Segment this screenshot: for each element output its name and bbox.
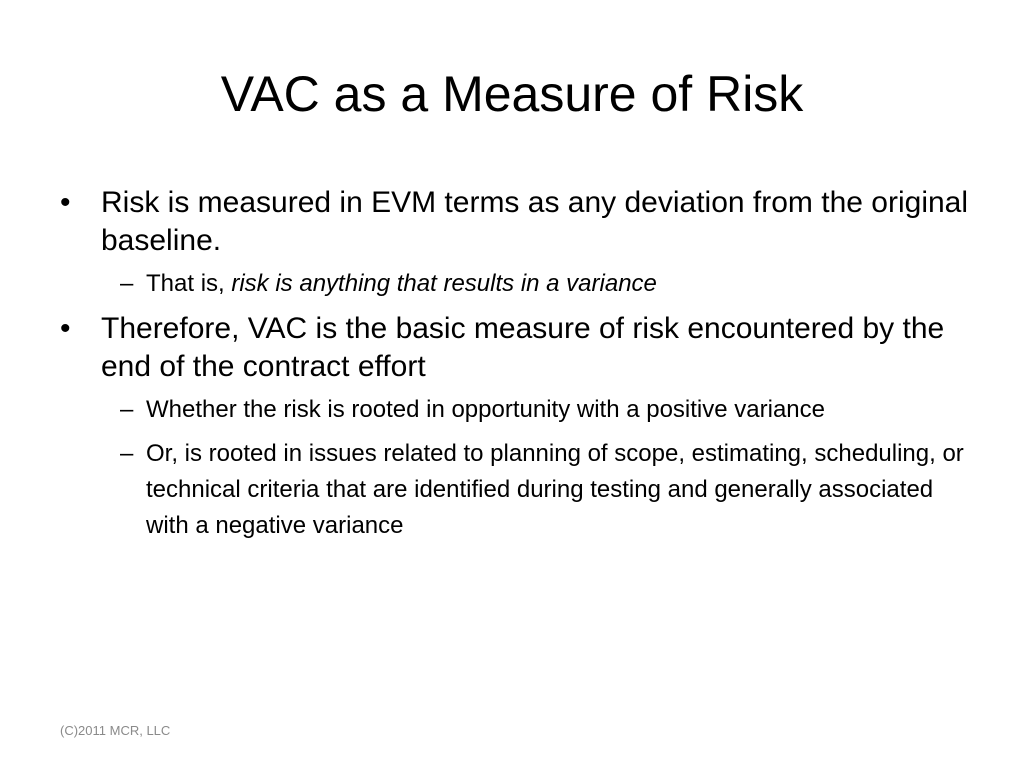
bullet-dot-icon: • xyxy=(60,186,71,219)
dash-icon: – xyxy=(120,270,134,297)
sub-bullet-item xyxy=(56,266,976,302)
sub-bullet-text: Whether the risk is rooted in opportunity with a positive variance xyxy=(146,396,825,423)
dash-icon: – xyxy=(120,396,134,423)
bullet-item xyxy=(56,184,976,260)
sub-bullet-emphasis: risk is anything that results in a variance xyxy=(231,270,657,297)
footer-copyright: (C)2011 MCR, LLC xyxy=(60,723,171,738)
sub-bullet-prefix: That is, xyxy=(146,270,232,297)
sub-bullet-item xyxy=(56,436,976,544)
bullet-text: Therefore, VAC is the basic measure of risk encountered by the end of the contract effort xyxy=(101,312,945,383)
bullet-item xyxy=(56,310,976,386)
slide-body xyxy=(56,184,976,552)
sub-bullet-item xyxy=(56,392,976,428)
slide-title: VAC as a Measure of Risk xyxy=(220,66,804,122)
sub-bullet-text: Or, is rooted in issues related to planning of scope, estimating, scheduling, or technical criteria that are identified during testing and generally associated with a negative variance xyxy=(146,440,964,539)
bullet-text: Risk is measured in EVM terms as any deviation from the original baseline. xyxy=(101,186,969,257)
bullet-dot-icon: • xyxy=(60,312,71,345)
dash-icon: – xyxy=(120,440,134,467)
